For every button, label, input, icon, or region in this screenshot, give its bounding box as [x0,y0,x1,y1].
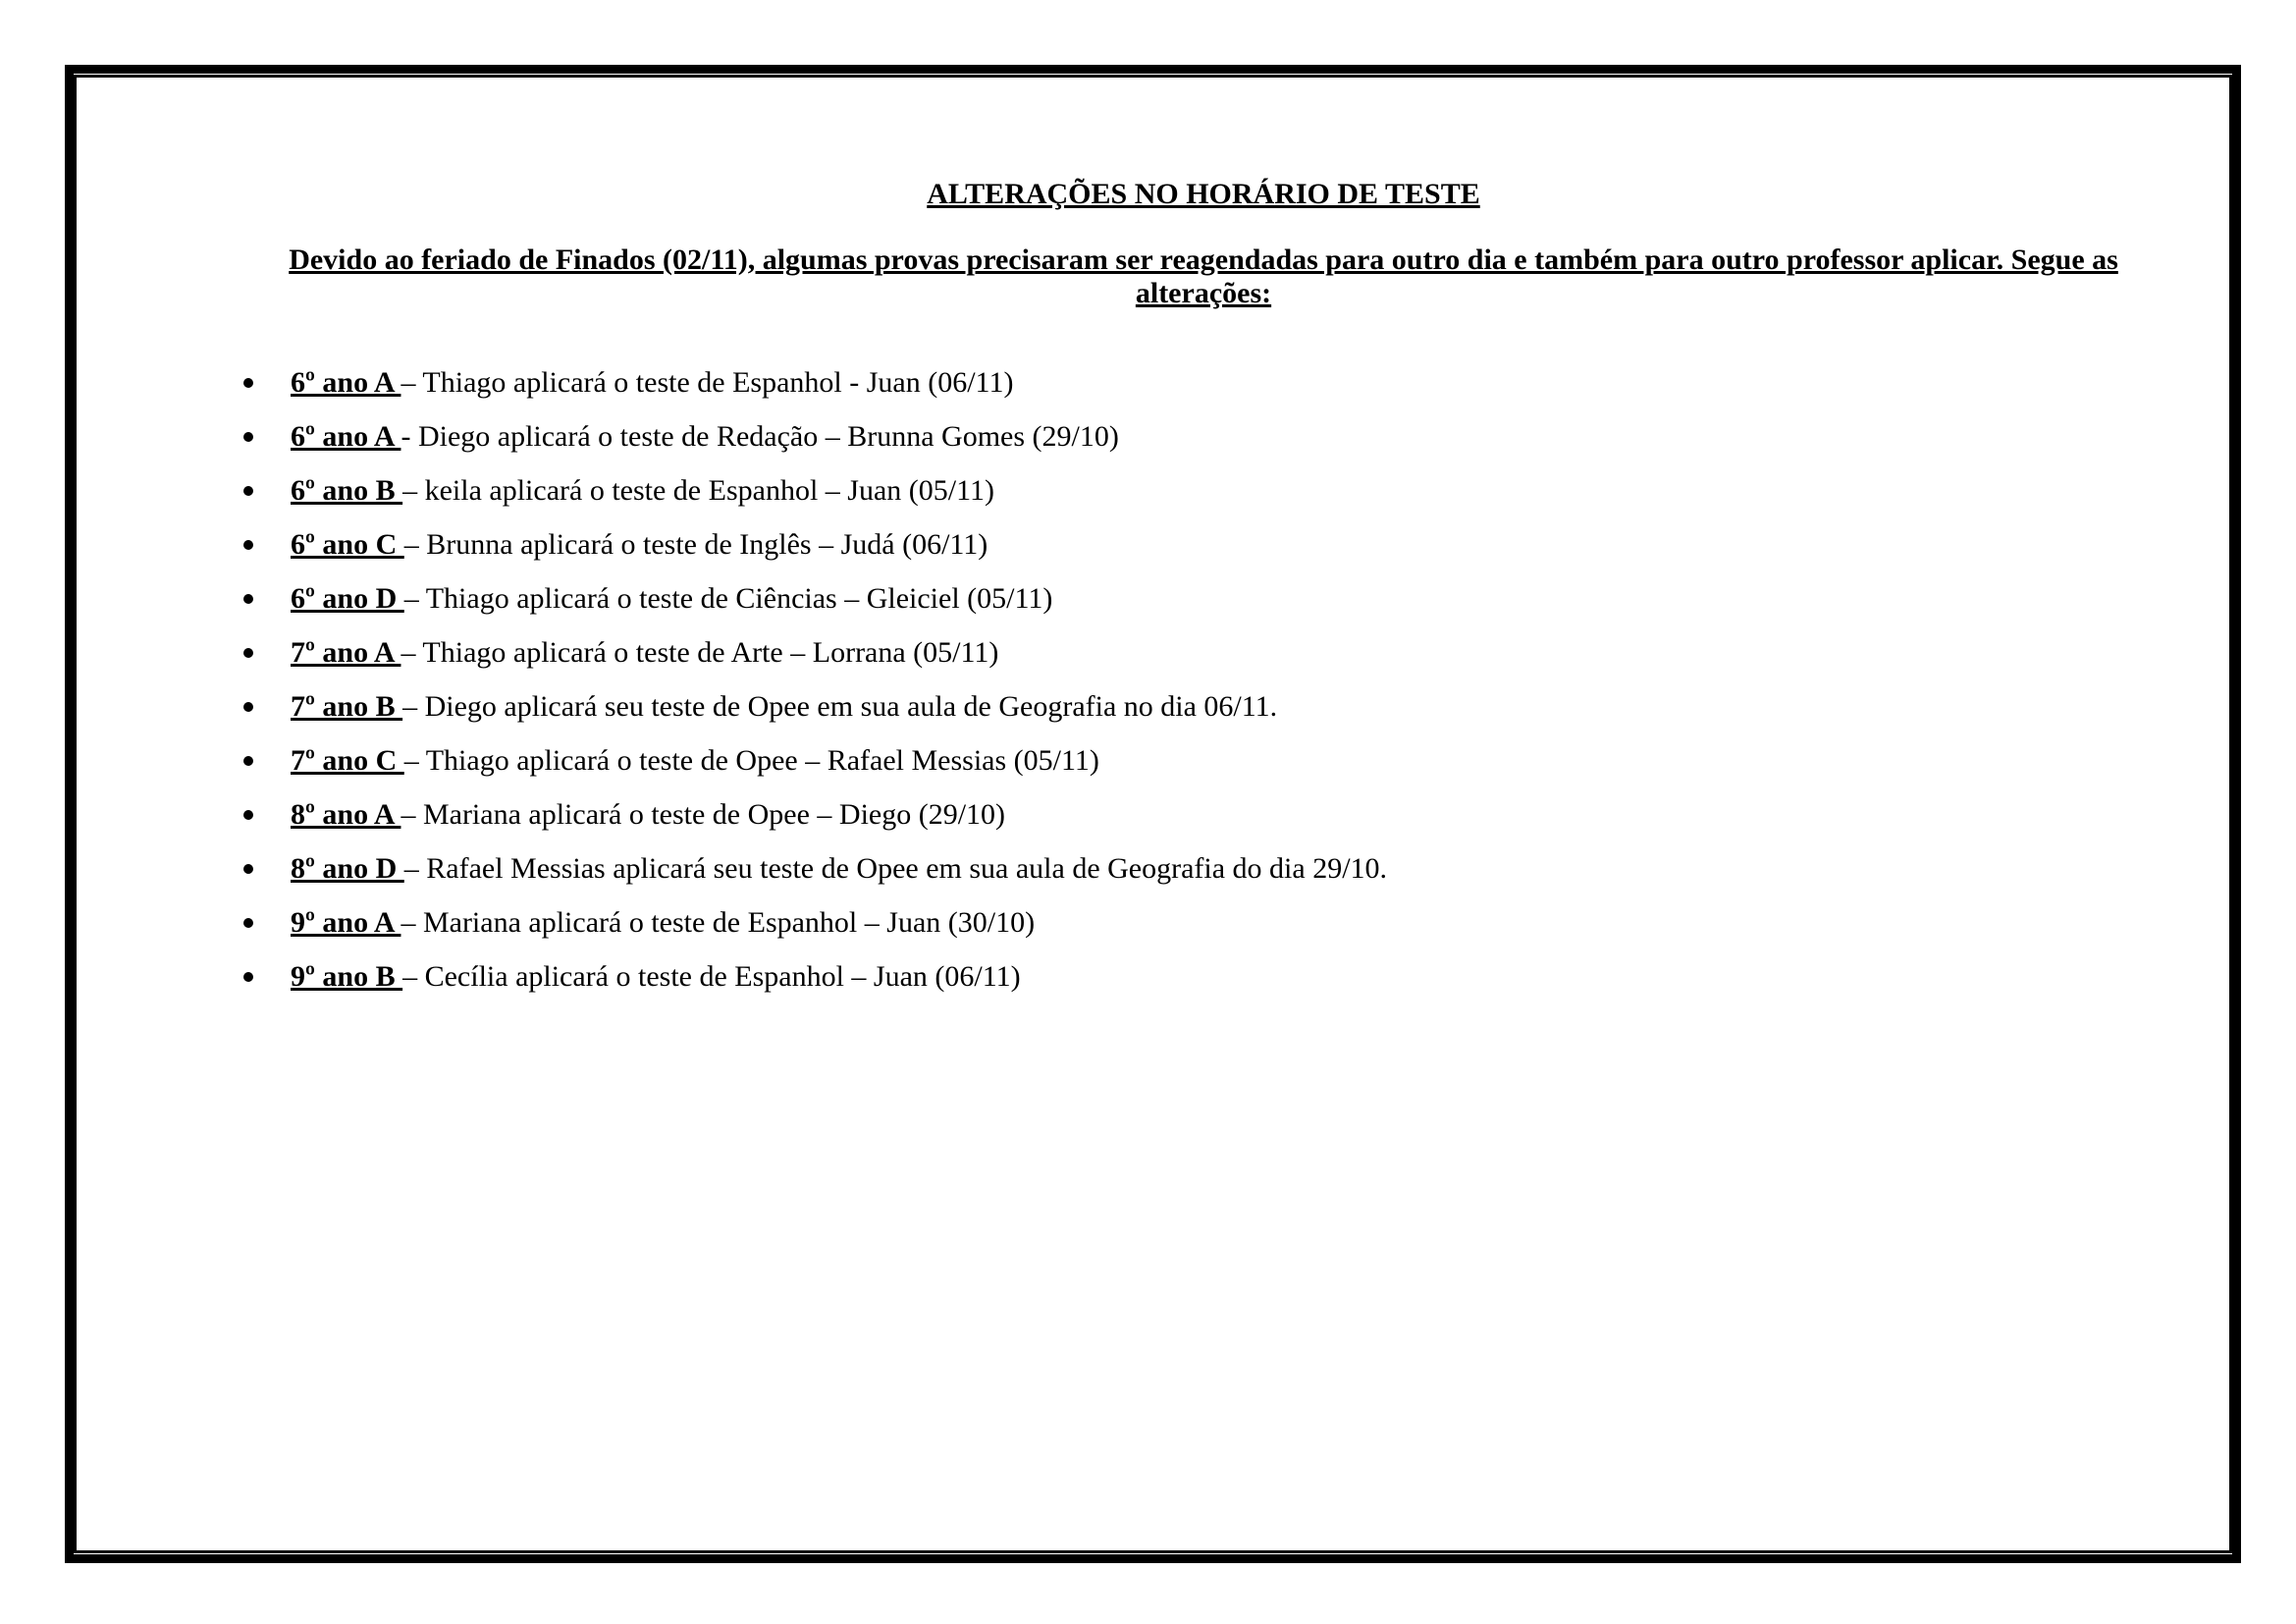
list-item [259,949,2148,1003]
class-label: 6º ano A [291,420,401,453]
bullet-icon [243,810,253,820]
change-detail: – Brunna aplicará o teste de Inglês – Judá (06/11) [403,528,988,561]
list-item [259,733,2148,787]
document-intro: Devido ao feriado de Finados (02/11), algumas provas precisaram ser reagendadas para outro dia e também para outro professor aplicar. Segue as alterações: [289,244,2118,309]
list-item [259,409,2148,463]
list-item [259,571,2148,625]
class-label: 6º ano C [291,528,404,561]
bullet-icon [243,702,253,712]
bullet-icon [243,918,253,928]
class-label: 9º ano B [291,960,403,993]
list-item [259,517,2148,571]
list-item [259,355,2148,409]
change-detail: – Mariana aplicará o teste de Opee – Diego (29/10) [400,798,1006,831]
change-detail: – keila aplicará o teste de Espanhol – Juan (05/11) [402,474,994,507]
bullet-icon [243,864,253,874]
bullet-icon [243,756,253,766]
class-label: 8º ano D [291,852,404,885]
bullet-icon [243,378,253,388]
bullet-icon [243,972,253,982]
bullet-icon [243,648,253,658]
class-label: 9º ano A [291,906,401,939]
change-detail: – Thiago aplicará o teste de Espanhol - Juan (06/11) [400,366,1014,399]
change-detail: – Thiago aplicará o teste de Arte – Lorrana (05/11) [400,636,999,669]
class-label: 7º ano C [291,744,404,777]
list-item [259,679,2148,733]
change-detail: – Rafael Messias aplicará seu teste de Opee em sua aula de Geografia do dia 29/10. [403,852,1388,885]
change-detail: – Thiago aplicará o teste de Opee – Rafael Messias (05/11) [403,744,1099,777]
list-item [259,787,2148,841]
document-body [259,175,2148,1003]
class-label: 6º ano B [291,474,403,507]
change-detail: – Cecília aplicará o teste de Espanhol – Juan (06/11) [402,960,1021,993]
change-detail: – Thiago aplicará o teste de Ciências – Gleiciel (05/11) [403,582,1053,615]
class-label: 6º ano D [291,582,404,615]
bullet-icon [243,486,253,496]
class-label: 6º ano A [291,366,401,399]
bullet-icon [243,540,253,550]
document-title: ALTERAÇÕES NO HORÁRIO DE TESTE [927,178,1480,210]
class-label: 7º ano A [291,636,401,669]
change-detail: - Diego aplicará o teste de Redação – Brunna Gomes (29/10) [400,420,1119,453]
bullet-icon [243,432,253,442]
class-label: 8º ano A [291,798,401,831]
list-item [259,895,2148,949]
change-detail: – Mariana aplicará o teste de Espanhol – Juan (30/10) [400,906,1036,939]
bullet-icon [243,594,253,604]
class-label: 7º ano B [291,690,403,723]
list-item [259,463,2148,517]
change-detail: – Diego aplicará seu teste de Opee em sua aula de Geografia no dia 06/11. [402,690,1278,723]
list-item [259,625,2148,679]
changes-list [259,355,2148,1003]
list-item [259,841,2148,895]
